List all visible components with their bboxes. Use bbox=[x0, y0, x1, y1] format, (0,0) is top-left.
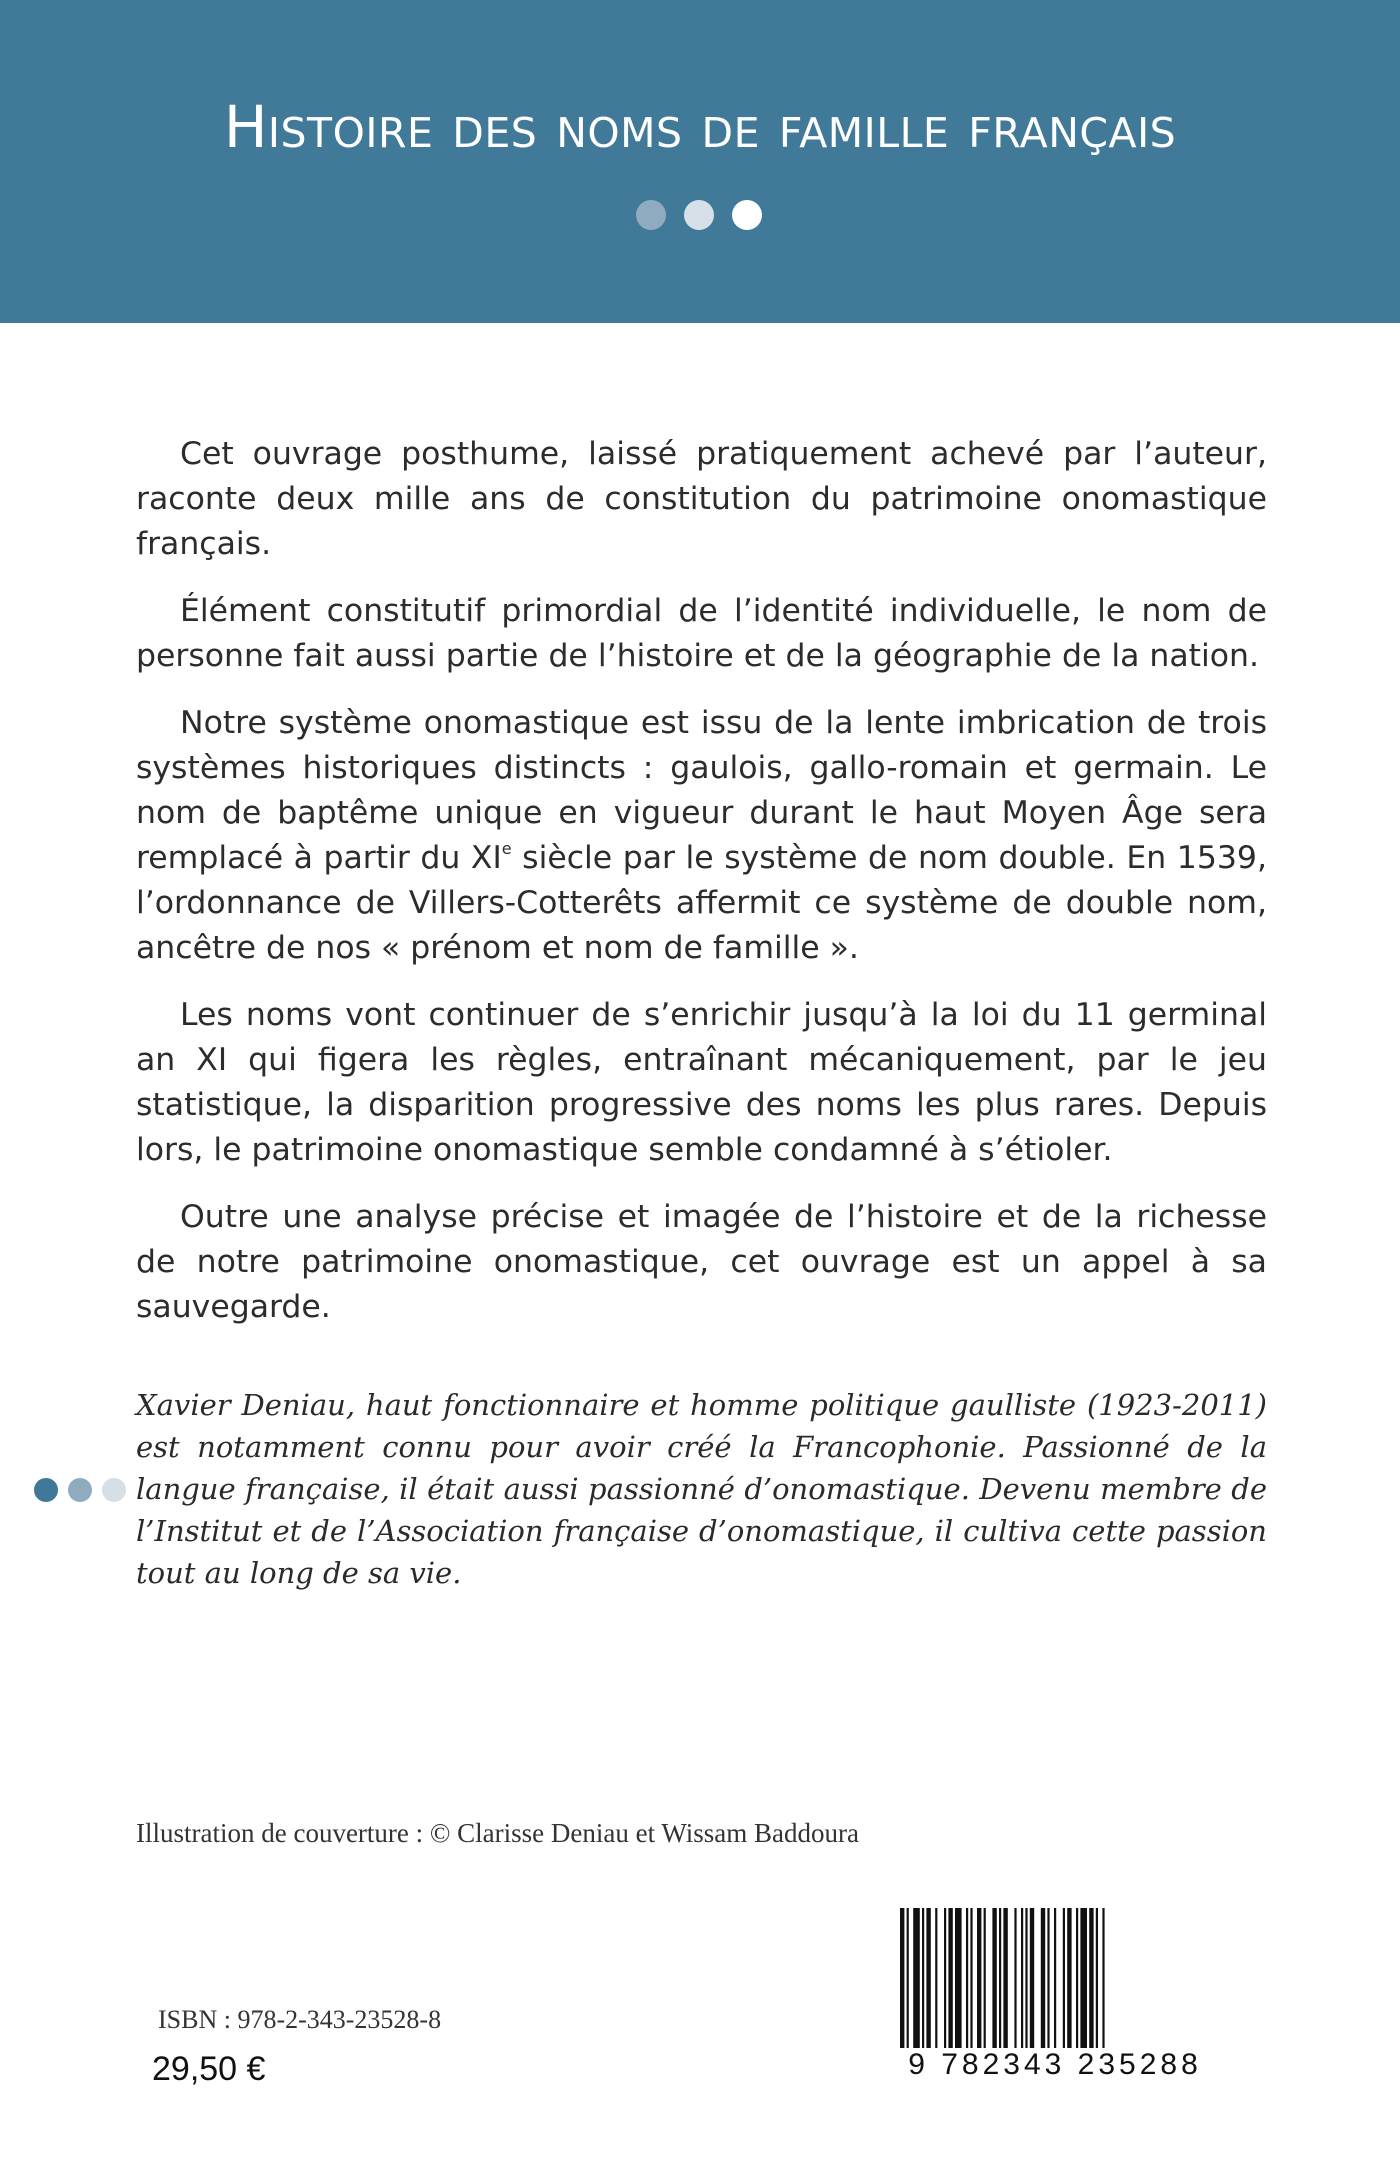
barcode-bar bbox=[970, 1908, 972, 2054]
barcode-bar bbox=[984, 1908, 986, 2054]
dot-icon bbox=[732, 200, 762, 230]
barcode-bar bbox=[992, 1908, 996, 2054]
barcode-bar bbox=[926, 1908, 930, 2054]
dot-icon bbox=[684, 200, 714, 230]
summary-paragraph-4: Les noms vont continuer de s’enrichir jusqu’à la loi du 11 germinal an XI qui figera les règles, entraînant mécaniquement, par le jeu statistique, la disparition progressive des noms les plus rares. Depuis lors, le patrimoine onomastique semble condamné à s’étioler. bbox=[136, 997, 1267, 1168]
barcode-bar bbox=[922, 1908, 924, 2054]
barcode-bar bbox=[1047, 1908, 1049, 2054]
dot-icon bbox=[34, 1478, 58, 1502]
barcode-bar bbox=[900, 1908, 904, 2054]
book-title: Histoire des noms de famille français bbox=[223, 93, 1177, 161]
barcode-bar bbox=[1080, 1908, 1087, 2054]
author-bio: Xavier Deniau, haut fonctionnaire et homme politique gaulliste (1923-2011) est notamment connu pour avoir créé la Francophonie. Passionné de la langue française, il était aussi passionné d’onomastique. Devenu membre de l’Institut et de l’Association française d’onomastique, il cultiva cette passion tout au long de sa vie. bbox=[136, 1388, 1267, 1590]
dot-icon bbox=[102, 1478, 126, 1502]
header-dots bbox=[636, 200, 762, 230]
isbn: ISBN : 978-2-343-23528-8 bbox=[158, 2005, 442, 2034]
barcode-bar bbox=[944, 1908, 946, 2054]
summary-paragraph-3-part-a: Notre système onomastique est issu de la lente imbrication de trois systèmes historiques distincts : gaulois, gallo-romain et germain. Le nom de baptême unique en vigueur durant le haut Moyen Âge sera remplacé à partir du XI bbox=[136, 705, 1267, 876]
barcode-bar bbox=[1054, 1908, 1056, 2054]
barcode-bar bbox=[913, 1908, 920, 2054]
superscript-e: e bbox=[501, 839, 512, 858]
barcode-bars bbox=[890, 1906, 1220, 2056]
price: 29,50 € bbox=[152, 2050, 266, 2088]
barcode-bar bbox=[1102, 1908, 1104, 2054]
barcode-bar bbox=[977, 1908, 981, 2054]
summary-paragraph-3-part-b: siècle par le système de nom double. En 1539, l’ordonnance de Villers-Cotterêts affermit ce système de double nom, ancêtre de nos « prénom et nom de famille ». bbox=[136, 840, 1267, 966]
summary-paragraph-1: Cet ouvrage posthume, laissé pratiquement achevé par l’auteur, raconte deux mille ans de constitution du patrimoine onomastique français. bbox=[136, 436, 1267, 562]
barcode-bar bbox=[1030, 1908, 1034, 2054]
barcode-bar bbox=[1067, 1908, 1071, 2054]
summary-paragraph-2: Élément constitutif primordial de l’identité individuelle, le nom de personne fait aussi partie de l’histoire et de la géographie de la nation. bbox=[136, 593, 1267, 674]
barcode-bar bbox=[1014, 1908, 1016, 2054]
barcode-bar bbox=[1041, 1908, 1045, 2054]
barcode-bar bbox=[955, 1908, 962, 2054]
summary-text bbox=[136, 432, 1267, 1352]
barcode-bar bbox=[1063, 1908, 1065, 2054]
barcode-bar bbox=[966, 1908, 968, 2054]
barcode-bar bbox=[948, 1908, 952, 2054]
dot-icon bbox=[68, 1478, 92, 1502]
cover-credit: Illustration de couverture : © Clarisse Deniau et Wissam Baddoura bbox=[136, 1818, 859, 1848]
barcode-digits: 9 782343 235288 bbox=[890, 2048, 1220, 2082]
barcode-bar bbox=[1076, 1908, 1078, 2054]
barcode-bar bbox=[907, 1908, 909, 2054]
dot-icon bbox=[636, 200, 666, 230]
barcode bbox=[890, 1906, 1220, 2086]
barcode-bar bbox=[1089, 1908, 1093, 2054]
barcode-bar bbox=[1025, 1908, 1027, 2054]
bio-dots bbox=[34, 1478, 126, 1502]
summary-paragraph-5: Outre une analyse précise et imagée de l’histoire et de la richesse de notre patrimoine onomastique, cet ouvrage est un appel à sa sauvegarde. bbox=[136, 1199, 1267, 1325]
barcode-bar bbox=[1003, 1908, 1007, 2054]
barcode-bar bbox=[1021, 1908, 1023, 2054]
barcode-bar bbox=[1096, 1908, 1098, 2054]
barcode-bar bbox=[935, 1908, 937, 2054]
barcode-bar bbox=[999, 1908, 1001, 2054]
summary-paragraph-3 bbox=[136, 701, 1267, 971]
